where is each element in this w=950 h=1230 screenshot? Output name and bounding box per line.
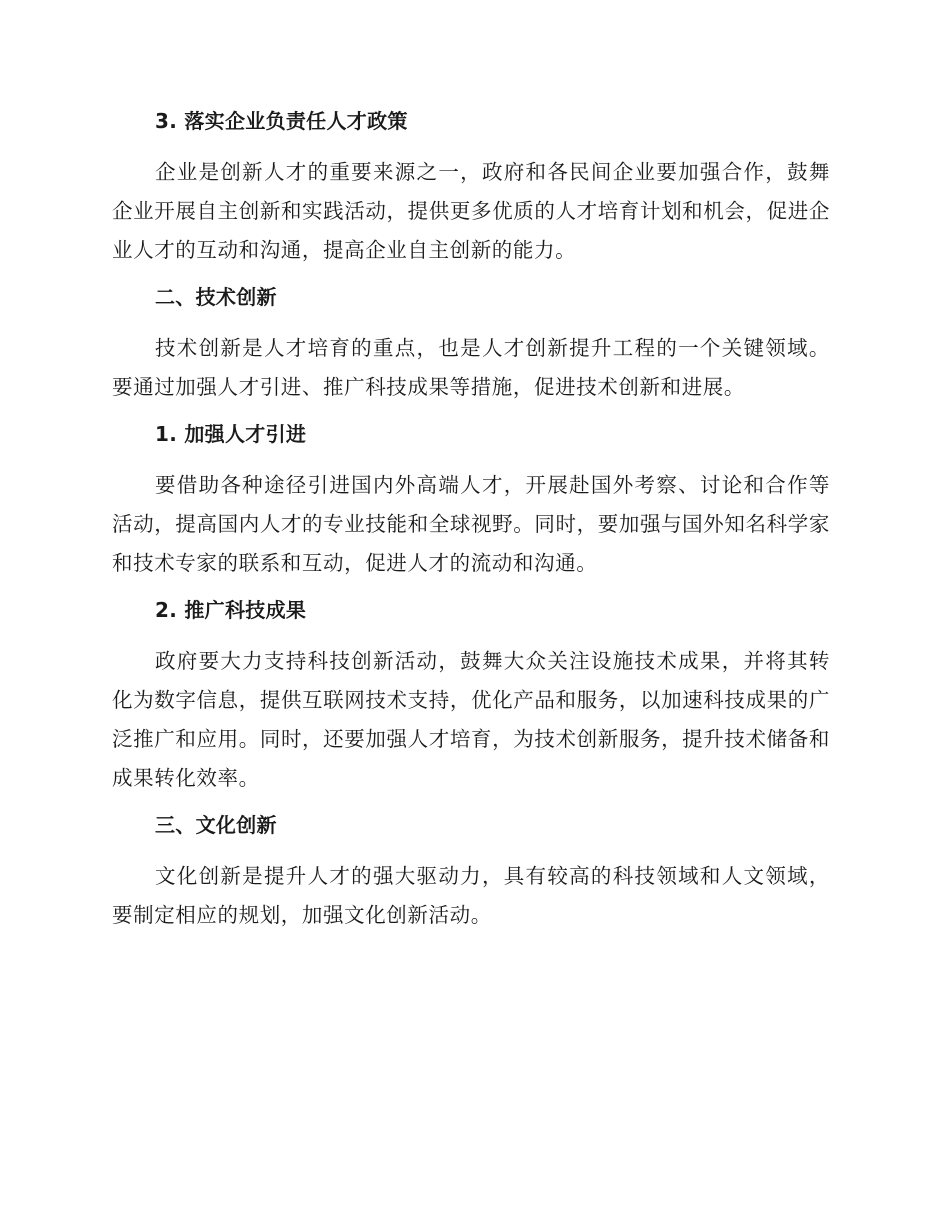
section-heading-technical-innovation: 二、技术创新	[155, 285, 277, 309]
paragraph-talent-introduction: 要借助各种途径引进国内外高端人才，开展赴国外考察、讨论和合作等活动，提高国内人才的专业技能和全球视野。同时，要加强与国外知名科学家和技术专家的联系和互动，促进人才的流动和沟通。	[112, 473, 830, 575]
paragraph-cultural-innovation: 文化创新是提升人才的强大驱动力，具有较高的科技领域和人文领域，要制定相应的规划，加强文化创新活动。	[112, 864, 830, 927]
paragraph-technical-innovation: 技术创新是人才培育的重点，也是人才创新提升工程的一个关键领域。要通过加强人才引进、推广科技成果等措施，促进技术创新和进展。	[112, 336, 830, 399]
paragraph-enterprise-talent: 企业是创新人才的重要来源之一，政府和各民间企业要加强合作，鼓舞企业开展自主创新和实践活动，提供更多优质的人才培育计划和机会，促进企业人才的互动和沟通，提高企业自主创新的能力。	[112, 160, 830, 262]
document-page	[112, 106, 830, 947]
section-heading-talent-introduction: 1. 加强人才引进	[155, 422, 307, 446]
section-heading-enterprise-talent-policy: 3. 落实企业负责任人才政策	[155, 109, 408, 133]
section-heading-promote-achievements: 2. 推广科技成果	[155, 598, 307, 622]
paragraph-promote-achievements: 政府要大力支持科技创新活动，鼓舞大众关注设施技术成果，并将其转化为数字信息，提供互联网技术支持，优化产品和服务，以加速科技成果的广泛推广和应用。同时，还要加强人才培育，为技术创新服务，提升技术储备和成果转化效率。	[112, 649, 830, 790]
section-heading-cultural-innovation: 三、文化创新	[155, 813, 277, 837]
